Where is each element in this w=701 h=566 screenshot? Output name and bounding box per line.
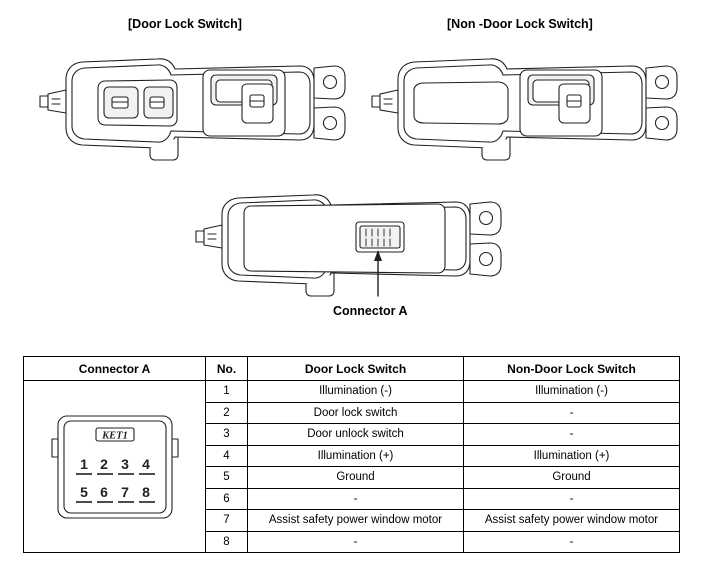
connector-a-callout-label: Connector A — [333, 304, 408, 318]
cell-door-lock: - — [248, 531, 464, 553]
connector-brand-text: KET1 — [101, 430, 128, 441]
cell-door-lock: Illumination (+) — [248, 445, 464, 467]
pin-number-7: 7 — [120, 483, 129, 500]
cell-door-lock: Assist safety power window motor — [248, 510, 464, 532]
pin-number-4: 4 — [141, 455, 150, 472]
pin-number-8: 8 — [141, 483, 150, 500]
cell-non-door-lock: Ground — [464, 467, 680, 489]
cell-door-lock: Door unlock switch — [248, 424, 464, 446]
pin-number-1: 1 — [79, 455, 88, 472]
cell-pin-no: 8 — [206, 531, 248, 553]
connector-a-pin-table — [23, 356, 680, 553]
header-door-lock-switch: Door Lock Switch — [248, 357, 464, 381]
pin-number-3: 3 — [120, 455, 129, 472]
header-no: No. — [206, 357, 248, 381]
cell-non-door-lock: - — [464, 488, 680, 510]
cell-pin-no: 6 — [206, 488, 248, 510]
cell-door-lock: Ground — [248, 467, 464, 489]
cell-pin-no: 5 — [206, 467, 248, 489]
connector-a-pinout-drawing — [24, 381, 206, 553]
cell-non-door-lock: Illumination (-) — [464, 381, 680, 403]
pin-number-2: 2 — [99, 455, 108, 472]
table-header-row — [24, 357, 680, 381]
door-lock-switch-illustration — [40, 59, 345, 160]
cell-non-door-lock: - — [464, 402, 680, 424]
cell-pin-no: 2 — [206, 402, 248, 424]
cell-non-door-lock: Assist safety power window motor — [464, 510, 680, 532]
table-row — [24, 381, 680, 403]
cell-non-door-lock: - — [464, 424, 680, 446]
cell-door-lock: Illumination (-) — [248, 381, 464, 403]
cell-door-lock: Door lock switch — [248, 402, 464, 424]
cell-pin-no: 4 — [206, 445, 248, 467]
cell-pin-no: 3 — [206, 424, 248, 446]
cell-non-door-lock: Illumination (+) — [464, 445, 680, 467]
cell-pin-no: 1 — [206, 381, 248, 403]
cell-door-lock: - — [248, 488, 464, 510]
cell-pin-no: 7 — [206, 510, 248, 532]
non-door-lock-switch-illustration — [372, 59, 677, 160]
header-non-door-lock-switch: Non-Door Lock Switch — [464, 357, 680, 381]
pin-number-5: 5 — [79, 483, 88, 500]
header-connector-a: Connector A — [24, 357, 206, 381]
non-door-lock-switch-caption: [Non -Door Lock Switch] — [447, 17, 593, 31]
door-lock-switch-caption: [Door Lock Switch] — [128, 17, 242, 31]
pin-number-6: 6 — [99, 483, 108, 500]
cell-non-door-lock: - — [464, 531, 680, 553]
switch-rear-view-illustration — [196, 195, 501, 296]
